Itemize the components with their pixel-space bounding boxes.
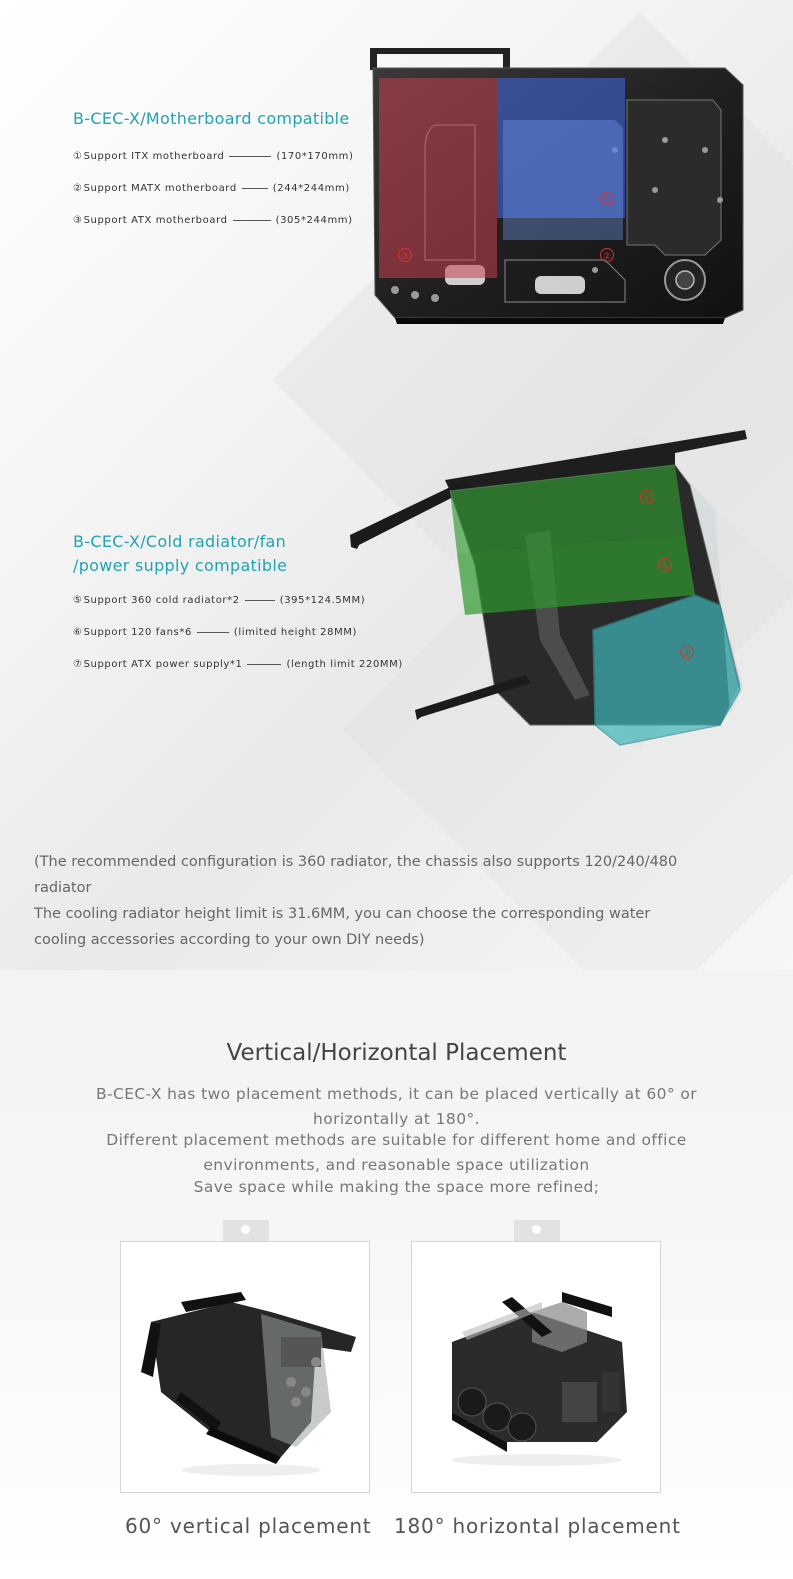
spec-value: (395*124.5MM) <box>279 595 366 606</box>
motherboard-tray-image <box>365 40 745 330</box>
placement-desc-line: Save space while making the space more refined; <box>193 1178 600 1196</box>
image-marker-7: ⑦ <box>682 649 692 659</box>
note-line: radiator <box>34 880 92 896</box>
note-line: The cooling radiator height limit is 31.6MM, you can choose the corresponding water <box>34 906 651 922</box>
placement-desc-line: Different placement methods are suitable for different home and office <box>106 1131 687 1149</box>
spec-value: (170*170mm) <box>276 151 354 162</box>
spec-label: Support MATX motherboard <box>83 183 237 194</box>
spec-leader-line <box>229 156 271 157</box>
horizontal-placement-caption: 180° horizontal placement <box>394 1514 681 1538</box>
configuration-note <box>34 849 734 953</box>
image-marker-6: ⑥ <box>660 562 670 572</box>
radiator-section-title-line2: /power supply compatible <box>73 556 288 575</box>
spec-marker: ③ <box>73 215 83 226</box>
spec-value: (305*244mm) <box>275 215 353 226</box>
spec-marker: ⑤ <box>73 595 83 606</box>
spec-value: (244*244mm) <box>272 183 350 194</box>
vertical-placement-image <box>121 1242 369 1492</box>
placement-desc-line: horizontally at 180°. <box>313 1110 480 1128</box>
placement-desc-line: environments, and reasonable space utilization <box>203 1156 590 1174</box>
spec-radiator <box>73 595 365 606</box>
motherboard-section-title: B-CEC-X/Motherboard compatible <box>73 109 350 128</box>
image-marker-1: ① <box>602 196 612 206</box>
note-line: (The recommended configuration is 360 radiator, the chassis also supports 120/240/480 <box>34 854 678 870</box>
spec-label: Support 120 fans*6 <box>83 627 192 638</box>
image-marker-3: ③ <box>400 252 410 262</box>
note-line: cooling accessories according to your own DIY needs) <box>34 932 425 948</box>
spec-leader-line <box>233 220 271 221</box>
spec-leader-line <box>247 664 281 665</box>
spec-marker: ② <box>73 183 83 194</box>
spec-label: Support ATX motherboard <box>83 215 228 226</box>
spec-marker: ⑦ <box>73 659 83 670</box>
placement-desc-line: B-CEC-X has two placement methods, it can be placed vertically at 60° or <box>95 1085 698 1103</box>
spec-marker: ① <box>73 151 83 162</box>
spec-leader-line <box>197 632 229 633</box>
spec-leader-line <box>242 188 268 189</box>
placement-title: Vertical/Horizontal Placement <box>226 1040 567 1066</box>
vertical-placement-caption: 60° vertical placement <box>125 1514 372 1538</box>
spec-matx <box>73 183 350 194</box>
spec-label: Support 360 cold radiator*2 <box>83 595 240 606</box>
spec-marker: ⑥ <box>73 627 83 638</box>
image-marker-2: ② <box>602 252 612 262</box>
spec-label: Support ATX power supply*1 <box>83 659 243 670</box>
spec-value: (limited height 28MM) <box>233 627 358 638</box>
horizontal-placement-image <box>412 1242 660 1492</box>
spec-label: Support ITX motherboard <box>83 151 225 162</box>
spec-value: (length limit 220MM) <box>286 659 403 670</box>
horizontal-placement-card <box>411 1241 661 1493</box>
spec-itx <box>73 151 354 162</box>
radiator-section-title-line1: B-CEC-X/Cold radiator/fan <box>73 532 287 551</box>
radiator-chassis-image <box>345 425 755 755</box>
image-marker-5: ⑤ <box>642 494 652 504</box>
spec-atx <box>73 215 353 226</box>
spec-leader-line <box>245 600 275 601</box>
vertical-placement-card <box>120 1241 370 1493</box>
spec-fans <box>73 627 357 638</box>
